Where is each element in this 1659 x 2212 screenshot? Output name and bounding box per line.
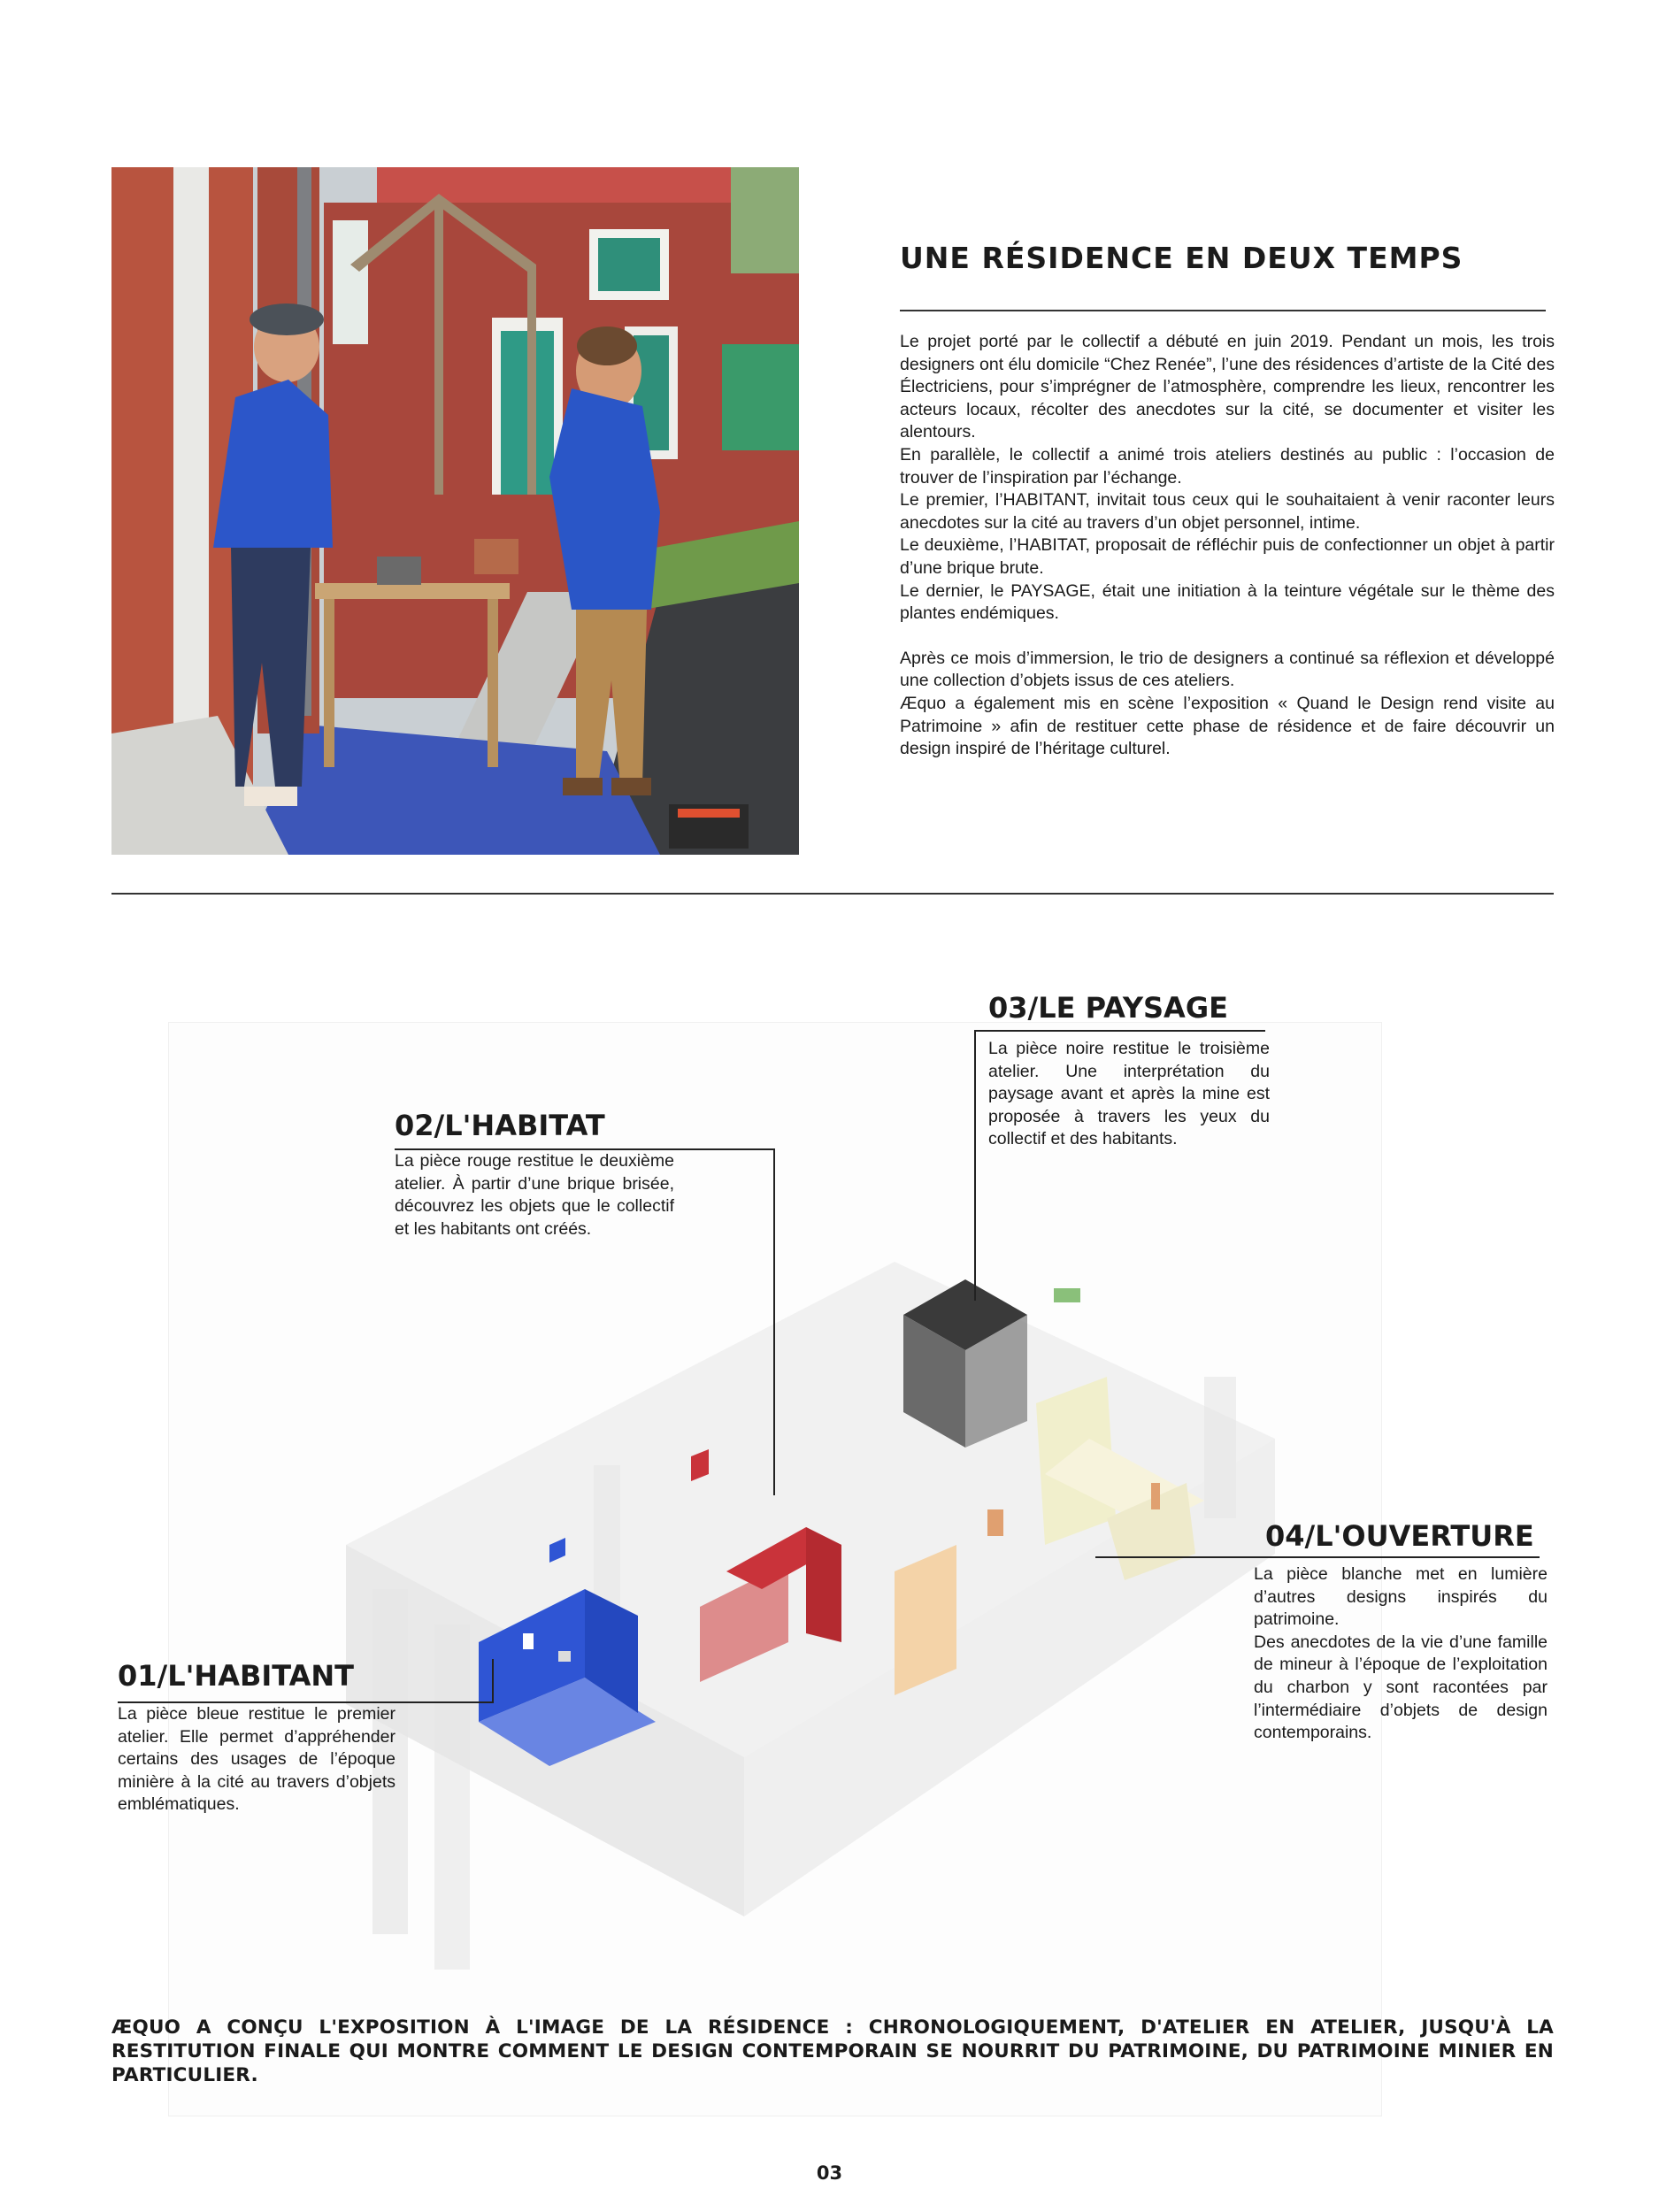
title-rule: [900, 310, 1546, 311]
intro-paragraph: Le dernier, le PAYSAGE, était une initiation à la teinture végétale sur le thème des plantes endémiques.: [900, 580, 1555, 624]
label-ouverture-title: 04/L'OUVERTURE: [1265, 1519, 1534, 1553]
exhibition-caption: ÆQUO A CONÇU L'EXPOSITION À L'IMAGE DE LA RÉSIDENCE : CHRONOLOGIQUEMENT, D'ATELIER EN ATELIER, JUSQU'À LA RESTITUTION FINALE QUI MONTRE COMMENT LE DESIGN CONTEMPORAIN SE NOURRIT DU PATRIMOINE, DU PATRIMOINE MINIER EN PARTICULIER.: [111, 2016, 1554, 2086]
label-paysage-title: 03/LE PAYSAGE: [988, 991, 1228, 1025]
intro-paragraph: Le deuxième, l’HABITAT, proposait de réfléchir puis de confectionner un objet à partir d’une brique brute.: [900, 535, 1555, 578]
label-ouverture-text-1: La pièce blanche met en lumière d’autres designs inspirés du patrimoine.: [1254, 1564, 1548, 1630]
section-divider: [111, 893, 1554, 895]
label-habitant-title: 01/L'HABITANT: [118, 1659, 354, 1693]
intro-paragraph: En parallèle, le collectif a animé trois ateliers destinés au public : l’occasion de trouver de l’inspiration par l’échange.: [900, 444, 1555, 488]
section-title: UNE RÉSIDENCE EN DEUX TEMPS: [900, 241, 1463, 275]
label-ouverture-text: [1254, 1563, 1548, 1745]
page-number: 03: [816, 2162, 843, 2184]
intro-text: [900, 331, 1555, 761]
label-ouverture-text-2: Des anecdotes de la vie d’une famille de mineur à l’époque de l’exploitation du charbon y sont racontées par l’intermédiaire d’objets de design contemporains.: [1254, 1632, 1548, 1743]
label-habitat-title: 02/L'HABITAT: [395, 1109, 605, 1142]
intro-paragraph: Le premier, l’HABITANT, invitait tous ceux qui le souhaitaient à venir raconter leurs anecdotes sur la cité au travers d’un objet personnel, intime.: [900, 490, 1555, 533]
residence-photo: [111, 167, 799, 855]
intro-paragraph: Après ce mois d’immersion, le trio de designers a continué sa réflexion et développé une collection d’objets issus de ces ateliers.: [900, 648, 1555, 691]
label-paysage-text: La pièce noire restitue le troisième atelier. Une interprétation du paysage avant et après la mine est proposée à travers les yeux du collectif et des habitants.: [988, 1039, 1270, 1149]
exhibition-plan: [168, 1022, 1382, 2116]
label-habitant-text: La pièce bleue restitue le premier atelier. Elle permet d’appréhender certains des usages de l’époque minière à la cité au travers d’objets emblématiques.: [118, 1704, 396, 1815]
label-habitat-text: La pièce rouge restitue le deuxième atelier. À partir d’une brique brisée, découvrez les objets que le collectif et les habitants ont créés.: [395, 1151, 674, 1239]
intro-paragraph: Le projet porté par le collectif a débuté en juin 2019. Pendant un mois, les trois designers ont élu domicile “Chez Renée”, l’une des résidences d’artiste de la Cité des Électriciens, pour s’imprégner de l’atmosphère, comprendre les lieux, rencontrer les acteurs locaux, récolter des anecdotes sur la cité, se documenter et visiter les alentours.: [900, 332, 1555, 442]
intro-paragraph: Æquo a également mis en scène l’exposition « Quand le Design rend visite au Patrimoine » afin de restituer cette phase de résidence et de faire découvrir un design inspiré de l’héritage culturel.: [900, 693, 1555, 759]
